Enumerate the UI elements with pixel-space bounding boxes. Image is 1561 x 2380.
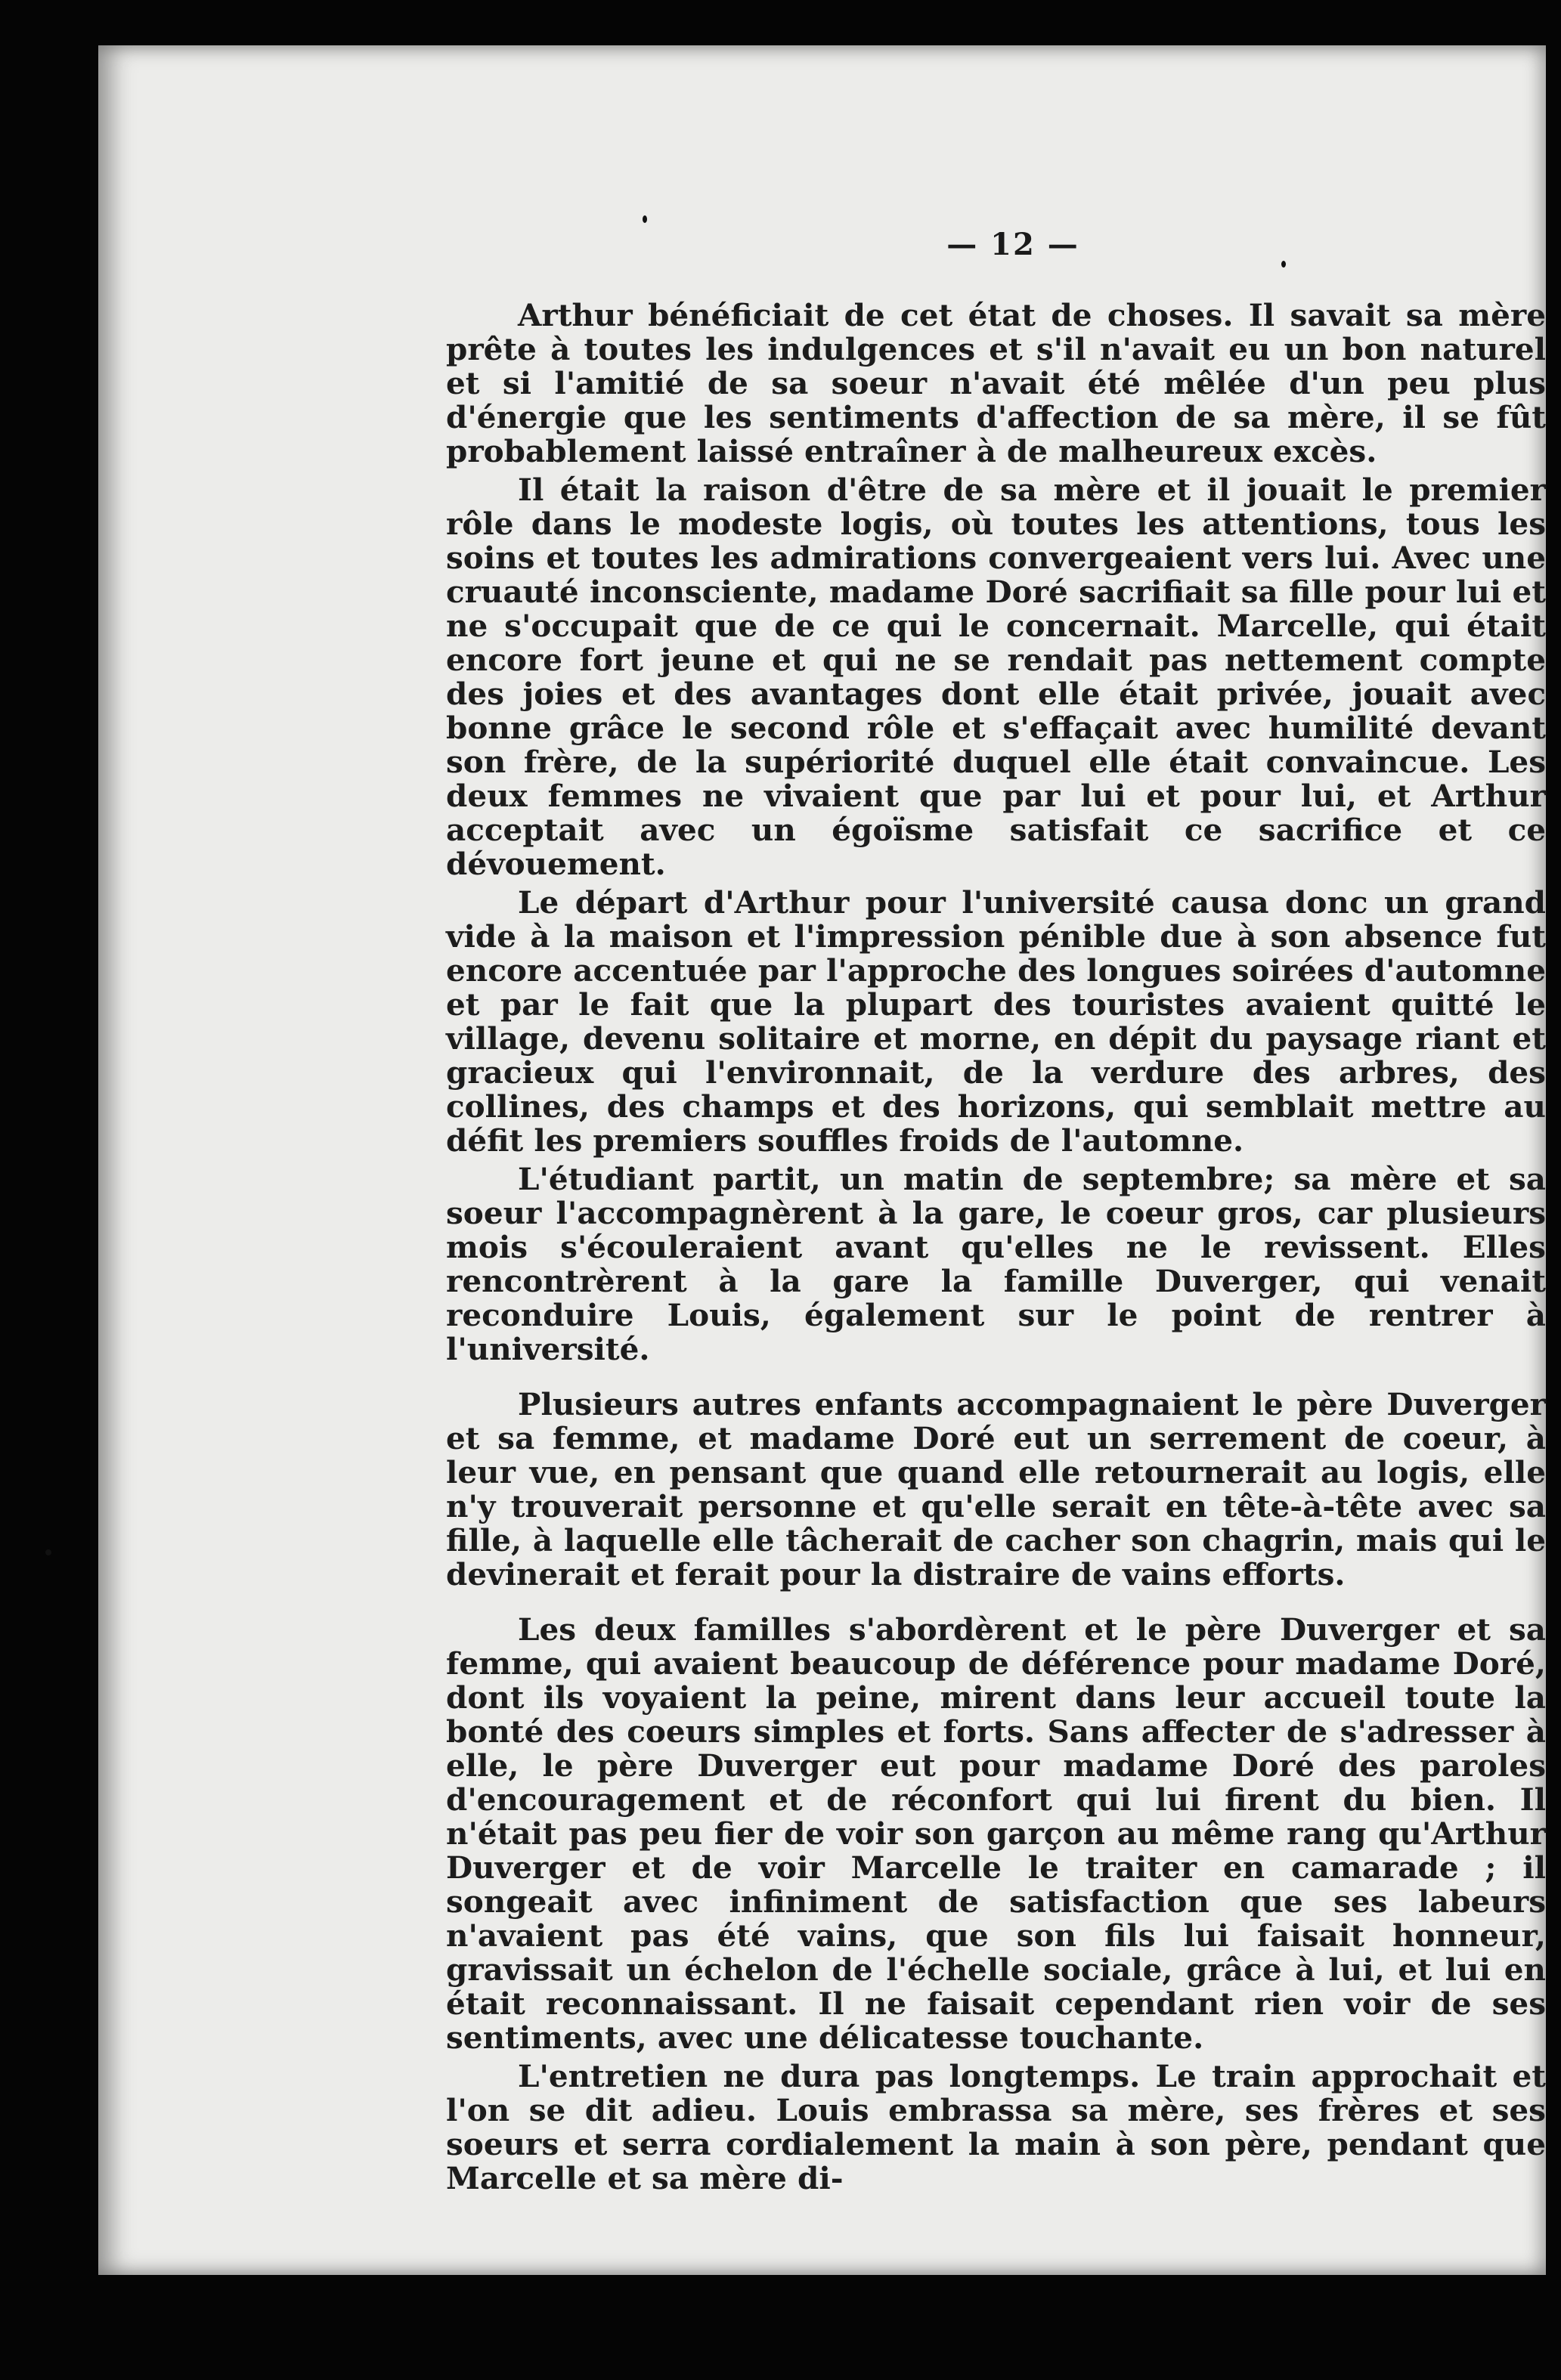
dust-speck [643, 215, 647, 223]
paragraph: Plusieurs autres enfants accompagnaient le père Duverger et sa femme, et madame Doré eut un serrement de coeur, à leur vue, en pensant que quand elle retournerait au logis, elle n'y trouverait personne et qu'elle serait en tête-à-tête avec sa fille, à laquelle elle tâcherait de cacher son chagrin, mais qui le devinerait et ferait pour la distraire de vains efforts. [446, 1386, 1546, 1592]
paragraph: Les deux familles s'abordèrent et le père Duverger et sa femme, qui avaient beaucoup de déférence pour madame Doré, dont ils voyaient la peine, mirent dans leur accueil toute la bonté des coeurs simples et forts. Sans affecter de s'adresser à elle, le père Duverger eut pour madame Doré des paroles d'encouragement et de réconfort qui lui firent du bien. Il n'était pas peu fier de voir son garçon au même rang qu'Arthur Duverger et de voir Marcelle le traiter en camarade ; il songeait avec infiniment de satisfaction que ses labeurs n'avaient pas été vains, que son fils lui faisait honneur, gravissait un échelon de l'échelle sociale, grâce à lui, et lui en était reconnaissant. Il ne faisait cependant rien voir de ses sentiments, avec une délicatesse touchante. [446, 1611, 1546, 2056]
paragraph: Il était la raison d'être de sa mère et il jouait le premier rôle dans le modeste logis, où toutes les attentions, tous les soins et toutes les admirations convergeaient vers lui. Avec une cruauté inconsciente, madame Doré sacrifiait sa fille pour lui et ne s'occupait que de ce qui le concernait. Marcelle, qui était encore fort jeune et qui ne se rendait pas nettement compte des joies et des avantages dont elle était privée, jouait avec bonne grâce le second rôle et s'effaçait avec humilité devant son frère, de la supériorité duquel elle était convaincue. Les deux femmes ne vivaient que par lui et pour lui, et Arthur acceptait avec un égoïsme satisfait ce sacrifice et ce dévouement. [446, 472, 1546, 882]
paragraph: Le départ d'Arthur pour l'université causa donc un grand vide à la maison et l'impression pénible due à son absence fut encore accentuée par l'approche des longues soirées d'automne et par le fait que la plupart des touristes avaient quitté le village, devenu solitaire et morne, en dépit du paysage riant et gracieux qui l'environnait, de la verdure des arbres, des collines, des champs et des horizons, qui semblait mettre au défit les premiers souffles froids de l'automne. [446, 884, 1546, 1159]
dust-speck [45, 1549, 51, 1555]
page-number: — 12 — [946, 227, 1079, 262]
body-text [446, 299, 1546, 2200]
paragraph: L'entretien ne dura pas longtemps. Le train approchait et l'on se dit adieu. Louis embrassa sa mère, ses frères et ses soeurs et serra cordialement la main à son père, pendant que Marcelle et sa mère di- [446, 2058, 1546, 2196]
paragraph: L'étudiant partit, un matin de septembre; sa mère et sa soeur l'accompagnèrent à la gare, le coeur gros, car plusieurs mois s'écouleraient avant qu'elles ne le revissent. Elles rencontrèrent à la gare la famille Duverger, qui venait reconduire Louis, également sur le point de rentrer à l'université. [446, 1161, 1546, 1367]
paragraph: Arthur bénéficiait de cet état de choses. Il savait sa mère prête à toutes les indulgences et s'il n'avait eu un bon naturel et si l'amitié de sa soeur n'avait été mêlée d'un peu plus d'énergie que les sentiments d'affection de sa mère, il se fût probablement laissé entraîner à de malheureux excès. [446, 297, 1546, 469]
dust-speck [1281, 261, 1286, 268]
